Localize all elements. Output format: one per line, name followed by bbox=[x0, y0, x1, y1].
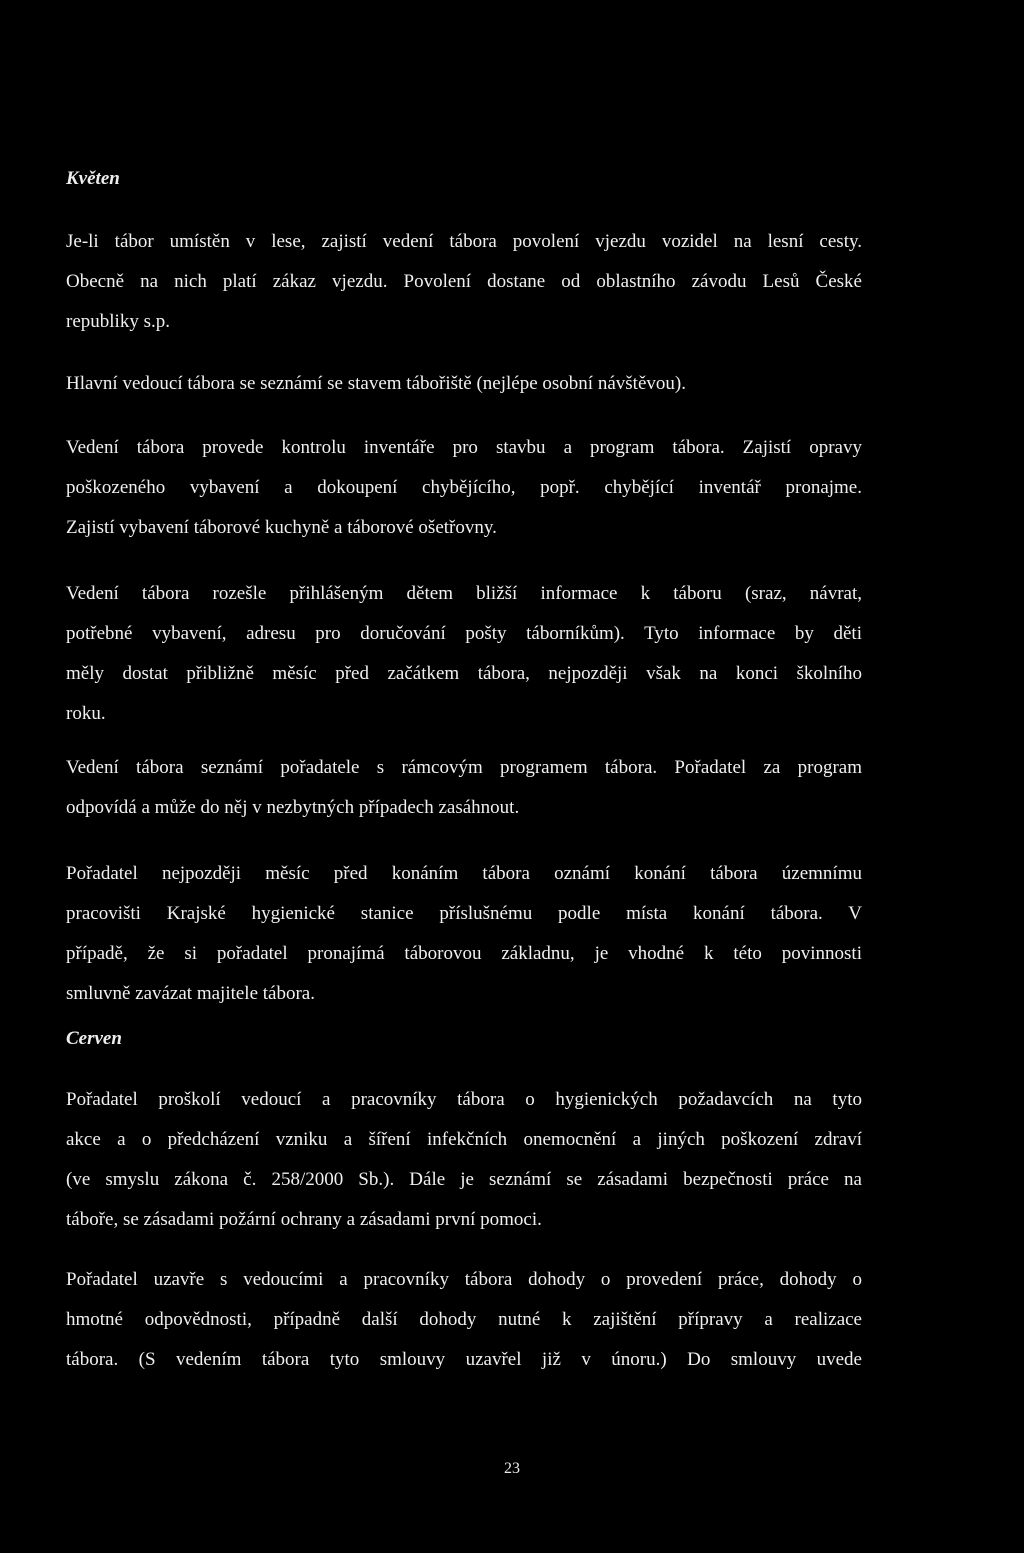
text-line: Je-li tábor umístěn v lese, zajistí vedení tábora povolení vjezdu vozidel na lesní cesty. bbox=[66, 231, 862, 252]
text-line: Pořadatel uzavře s vedoucími a pracovníky tábora dohody o provedení práce, dohody o bbox=[66, 1269, 862, 1290]
text-line: poškozeného vybavení a dokoupení chybějícího, popř. chybějící inventář pronajme. bbox=[66, 477, 862, 498]
text-line: tábora. (S vedením tábora tyto smlouvy uzavřel již v únoru.) Do smlouvy uvede bbox=[66, 1349, 862, 1370]
text-line: Vedení tábora rozešle přihlášeným dětem bližší informace k táboru (sraz, návrat, bbox=[66, 583, 862, 604]
paragraph bbox=[66, 748, 862, 828]
text-line: roku. bbox=[66, 703, 106, 724]
text-line: pracovišti Krajské hygienické stanice příslušnému podle místa konání tábora. V bbox=[66, 903, 862, 924]
text-line: (ve smyslu zákona č. 258/2000 Sb.). Dále je seznámí se zásadami bezpečnosti práce na bbox=[66, 1169, 862, 1190]
text-line: smluvně zavázat majitele tábora. bbox=[66, 983, 315, 1004]
text-line: potřebné vybavení, adresu pro doručování pošty táborníkům). Tyto informace by děti bbox=[66, 623, 862, 644]
paragraph bbox=[66, 1080, 862, 1240]
text-line: odpovídá a může do něj v nezbytných případech zasáhnout. bbox=[66, 797, 520, 818]
paragraph bbox=[66, 364, 862, 404]
text-line: Vedení tábora seznámí pořadatele s rámcovým programem tábora. Pořadatel za program bbox=[66, 757, 862, 778]
paragraph bbox=[66, 222, 862, 342]
text-line: Vedení tábora provede kontrolu inventáře pro stavbu a program tábora. Zajistí opravy bbox=[66, 437, 862, 458]
page-number: 23 bbox=[504, 1460, 520, 1477]
paragraph bbox=[66, 854, 862, 1014]
text-line: Hlavní vedoucí tábora se seznámí se stavem tábořiště (nejlépe osobní návštěvou). bbox=[66, 373, 686, 394]
text-line: táboře, se zásadami požární ochrany a zásadami první pomoci. bbox=[66, 1209, 542, 1230]
text-line: akce a o předcházení vzniku a šíření infekčních onemocnění a jiných poškození zdraví bbox=[66, 1129, 862, 1150]
text-line: Obecně na nich platí zákaz vjezdu. Povolení dostane od oblastního závodu Lesů České bbox=[66, 271, 862, 292]
section-heading-kveten: Květen bbox=[66, 168, 120, 189]
section-heading-cerven: Cerven bbox=[66, 1028, 122, 1049]
paragraph bbox=[66, 574, 862, 734]
text-line: měly dostat přibližně měsíc před začátkem tábora, nejpozději však na konci školního bbox=[66, 663, 862, 684]
paragraph bbox=[66, 428, 862, 548]
text-line: případě, že si pořadatel pronajímá táborovou základnu, je vhodné k této povinnosti bbox=[66, 943, 862, 964]
text-line: hmotné odpovědnosti, případně další dohody nutné k zajištění přípravy a realizace bbox=[66, 1309, 862, 1330]
text-line: Pořadatel proškolí vedoucí a pracovníky tábora o hygienických požadavcích na tyto bbox=[66, 1089, 862, 1110]
paragraph bbox=[66, 1260, 862, 1380]
text-line: republiky s.p. bbox=[66, 311, 170, 332]
text-line: Zajistí vybavení táborové kuchyně a táborové ošetřovny. bbox=[66, 517, 497, 538]
text-line: Pořadatel nejpozději měsíc před konáním tábora oznámí konání tábora územnímu bbox=[66, 863, 862, 884]
